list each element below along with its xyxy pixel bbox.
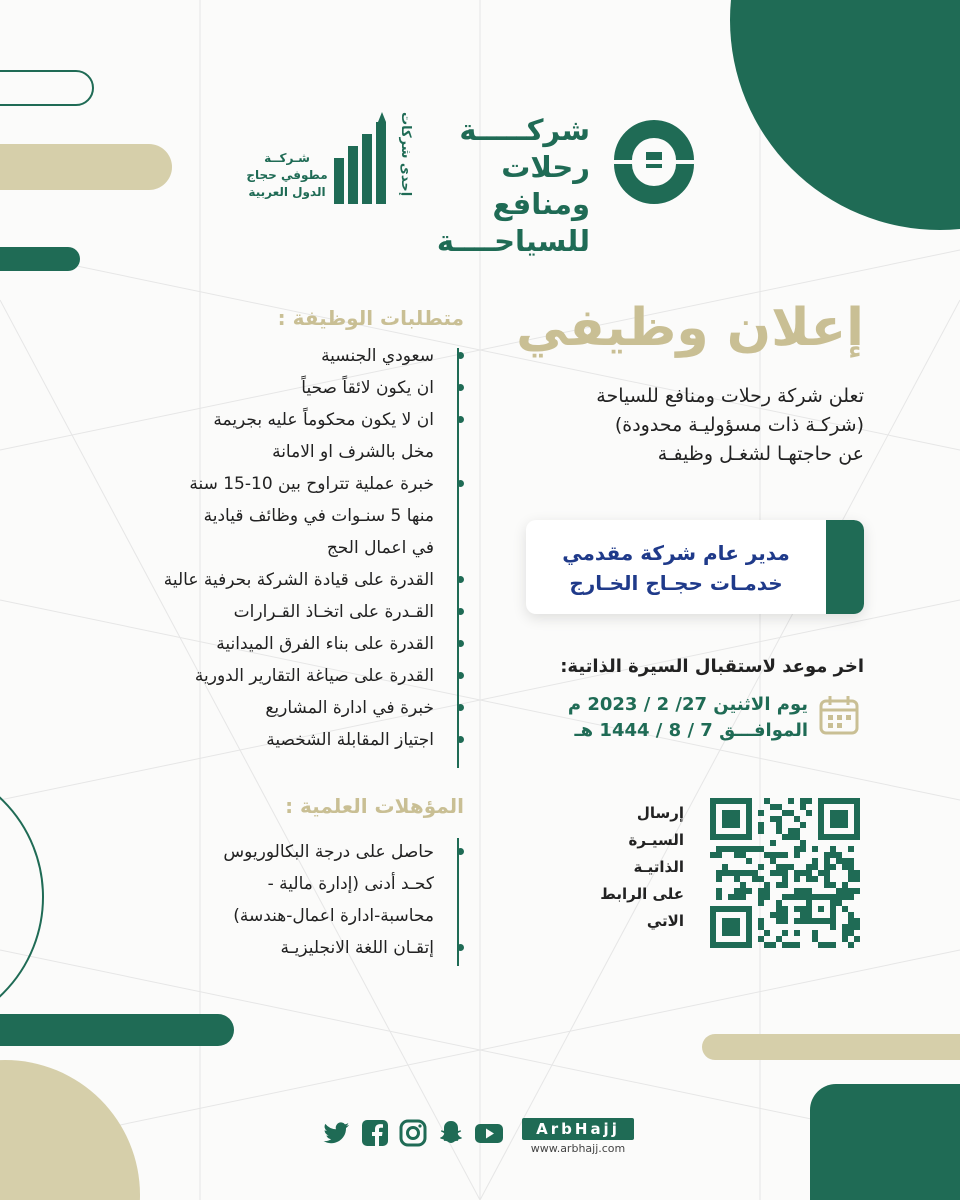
qualification-item <box>90 868 460 900</box>
company-name-line2: رحلات ومنافع <box>492 150 590 221</box>
green-pill-left <box>0 247 80 271</box>
company-name <box>430 112 590 260</box>
partner-logo-icon <box>334 112 396 204</box>
partner-vertical-text: إحدى شركات <box>398 112 413 197</box>
qr-caption-line5: الاتي <box>646 912 684 930</box>
footer-url[interactable]: www.arbhajj.com <box>530 1142 626 1155</box>
bullet-dot <box>457 944 464 951</box>
bullet-dot <box>457 704 464 711</box>
gold-bar-bottom-right <box>702 1034 960 1060</box>
job-title-card-accent <box>826 520 864 614</box>
requirement-item <box>90 564 460 596</box>
requirements-heading: متطلبات الوظيفة : <box>277 306 464 330</box>
bullet-dot <box>457 352 464 359</box>
qualification-item-text: حاصل على درجة البكالوريوس <box>223 842 434 862</box>
deadline-dates <box>500 692 808 744</box>
requirement-item <box>90 628 460 660</box>
requirement-item-text: مخل بالشرف او الامانة <box>272 442 434 462</box>
twitter-icon[interactable] <box>322 1118 352 1148</box>
requirement-item <box>90 404 460 436</box>
qr-caption-line1: إرسال <box>636 804 684 822</box>
qualification-item-text: محاسبة-ادارة اعمال-هندسة) <box>233 906 434 926</box>
requirement-item <box>90 724 460 756</box>
requirement-item-text: اجتياز المقابلة الشخصية <box>266 730 434 750</box>
outline-pill-top-left <box>0 70 94 106</box>
partner-name <box>242 150 332 201</box>
company-logo-icon <box>606 114 702 206</box>
qualifications-heading: المؤهلات العلمية : <box>285 794 464 818</box>
calendar-icon <box>818 694 860 736</box>
company-name-line3: للسياحــــة <box>436 224 590 258</box>
partner-name-line2: مطوفي حجاج <box>246 168 328 182</box>
deadline-gregorian: يوم الاثنين 27/ 2 / 2023 م <box>567 694 808 715</box>
requirement-item <box>90 372 460 404</box>
bullet-dot <box>457 576 464 583</box>
intro-line1: تعلن شركة رحلات ومنافع للسياحة <box>596 385 864 407</box>
company-name-line1: شركـــــة <box>459 113 590 147</box>
intro-line2: (شركـة ذات مسؤوليـة محدودة) <box>614 414 864 436</box>
bullet-dot <box>457 736 464 743</box>
deadline-heading: اخر موعد لاستقبال السيرة الذاتية: <box>560 656 864 677</box>
social-icons <box>322 1118 512 1152</box>
requirement-item <box>90 692 460 724</box>
requirement-item-text: القـدرة على اتخـاذ القـرارات <box>233 602 434 622</box>
instagram-icon[interactable] <box>398 1118 428 1148</box>
partner-name-line3: الدول العربية <box>248 185 326 199</box>
requirement-item-text: خبرة في ادارة المشاريع <box>265 698 434 718</box>
bullet-dot <box>457 672 464 679</box>
green-bar-bottom-left <box>0 1014 234 1046</box>
requirement-item <box>90 500 460 532</box>
qr-caption-line4: على الرابط <box>600 885 684 903</box>
qualification-item-text: كحـد أدنى (إدارة مالية - <box>267 874 434 894</box>
bullet-dot <box>457 848 464 855</box>
bullet-dot <box>457 480 464 487</box>
requirement-item <box>90 596 460 628</box>
job-title-line2: خدمـات حجـاج الخـارج <box>569 571 783 595</box>
bullet-dot <box>457 384 464 391</box>
qr-caption <box>560 800 684 935</box>
headline: إعلان وظيفي <box>516 298 864 358</box>
requirement-item-text: خبرة عملية تتراوح بين 10-15 سنة <box>189 474 434 494</box>
requirement-item <box>90 340 460 372</box>
requirement-item <box>90 436 460 468</box>
qr-caption-line2: السيـرة <box>628 831 684 849</box>
requirement-item-text: القدرة على بناء الفرق الميدانية <box>216 634 434 654</box>
gold-pill-left <box>0 144 172 190</box>
qualification-item <box>90 836 460 868</box>
qualification-item-text: إتقـان اللغة الانجليزيـة <box>280 938 434 958</box>
requirement-item-text: القدرة على قيادة الشركة بحرفية عالية <box>163 570 434 590</box>
qualification-item <box>90 932 460 964</box>
requirement-item <box>90 660 460 692</box>
intro-text <box>500 382 864 469</box>
requirements-list <box>90 340 460 756</box>
requirement-item-text: في اعمال الحج <box>326 538 434 558</box>
requirement-item-text: القدرة على صياغة التقارير الدورية <box>194 666 434 686</box>
requirement-item-text: سعودي الجنسية <box>321 346 434 366</box>
youtube-icon[interactable] <box>474 1118 504 1148</box>
qualifications-list <box>90 836 460 964</box>
bullet-dot <box>457 608 464 615</box>
job-title-card <box>526 520 864 614</box>
bullet-dot <box>457 416 464 423</box>
intro-line3: عن حاجتهـا لشغـل وظيفـة <box>657 443 864 465</box>
deadline-hijri: الموافـــق 7 / 8 / 1444 هـ <box>574 720 808 741</box>
qr-caption-line3: الذاتيـة <box>633 858 684 876</box>
bullet-dot <box>457 640 464 647</box>
requirement-item-text: منها 5 سنـوات في وظائف قيادية <box>203 506 434 526</box>
requirement-item <box>90 468 460 500</box>
facebook-icon[interactable] <box>360 1118 390 1148</box>
qualification-item <box>90 900 460 932</box>
requirement-item <box>90 532 460 564</box>
footer-brand: ArbHajj <box>522 1118 634 1140</box>
job-title-line1: مدير عام شركة مقدمي <box>562 541 790 565</box>
partner-name-line1: شـركــة <box>264 151 310 165</box>
snapchat-icon[interactable] <box>436 1118 466 1148</box>
requirement-item-text: ان لا يكون محكوماً عليه بجريمة <box>213 410 434 430</box>
requirement-item-text: ان يكون لائقاً صحياً <box>301 378 434 398</box>
green-shape-bottom-right <box>810 1084 960 1200</box>
qr-code[interactable] <box>710 798 860 948</box>
